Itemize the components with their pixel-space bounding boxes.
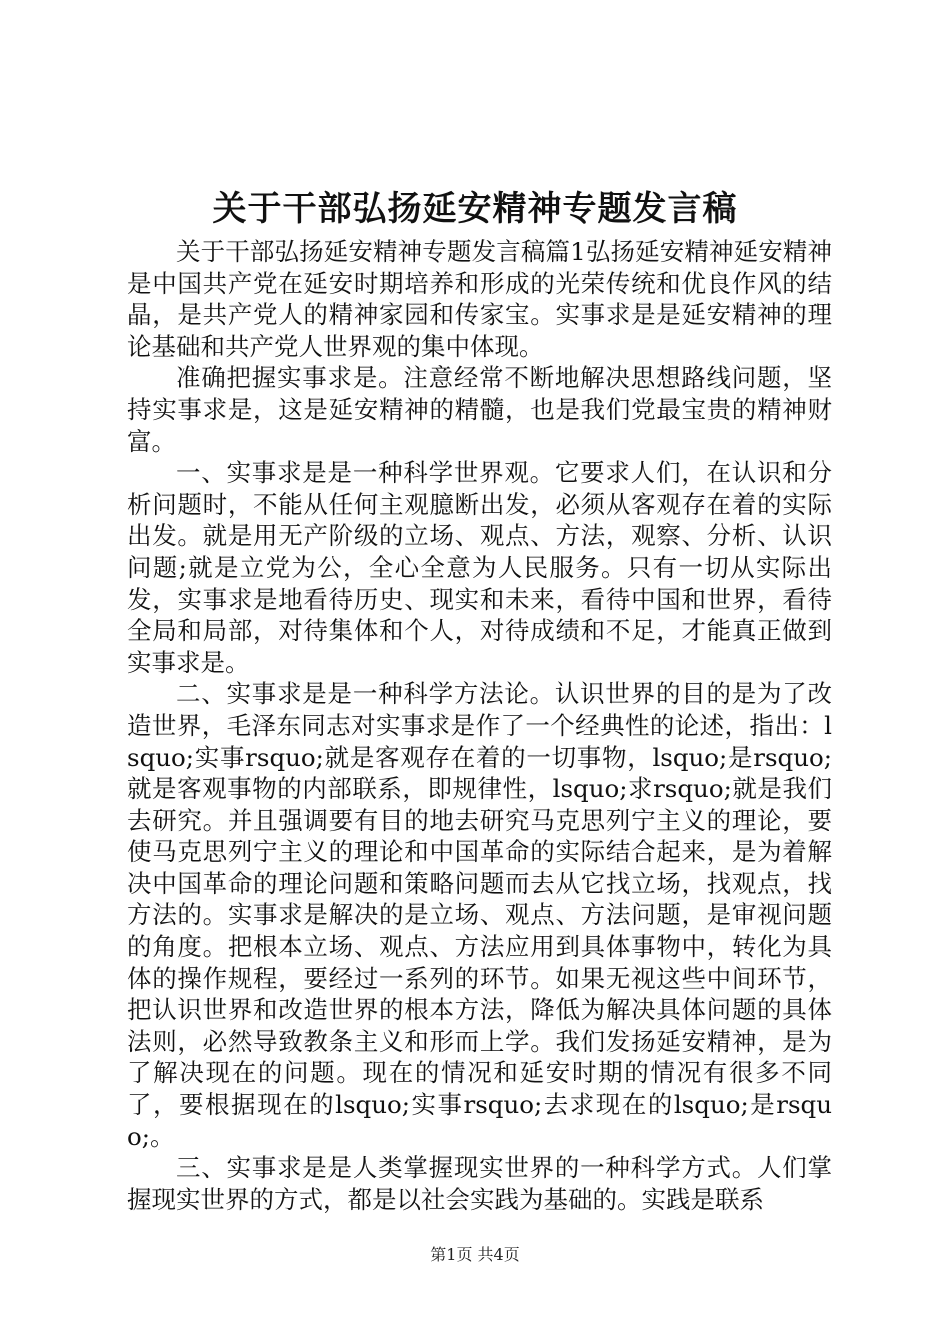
paragraph-section-two: 二、实事求是是一种科学方法论。认识世界的目的是为了改造世界，毛泽东同志对实事求是作了一个经典性的论述，指出：lsquo;实事rsquo;就是客观存在着的一切事物，lsquo;是rsquo;就是客观事物的内部联系，即规律性，lsquo;求rsquo;就是我们去研究。并且强调要有目的地去研究马克思列宁主义的理论，要使马克思列宁主义的理论和中国革命的实际结合起来，是为着解决中国革命的理论问题和策略问题而去从它找立场，找观点，找方法的。实事求是解决的是立场、观点、方法问题，是审视问题的角度。把根本立场、观点、方法应用到具体事物中，转化为具体的操作规程，要经过一系列的环节。如果无视这些中间环节，把认识世界和改造世界的根本方法，降低为解决具体问题的具体法则，必然导致教条主义和形而上学。我们发扬延安精神，是为了解决现在的问题。现在的情况和延安时期的情况有很多不同了，要根据现在的lsquo;实事rsquo;去求现在的lsquo;是rsquo;。 bbox=[127, 679, 832, 1151]
paragraph-intro: 关于干部弘扬延安精神专题发言稿篇1弘扬延安精神延安精神是中国共产党在延安时期培养和形成的光荣传统和优良作风的结晶，是共产党人的精神家园和传家宝。实事求是是延安精神的理论基础和共产党人世界观的集中体现。 bbox=[127, 237, 832, 361]
paragraph-section-three: 三、实事求是是人类掌握现实世界的一种科学方式。人们掌握现实世界的方式，都是以社会实践为基础的。实践是联系 bbox=[127, 1153, 832, 1214]
document-body bbox=[127, 236, 832, 1215]
paragraph-grasp: 准确把握实事求是。注意经常不断地解决思想路线问题，坚持实事求是，这是延安精神的精髓，也是我们党最宝贵的精神财富。 bbox=[127, 363, 832, 456]
page-number-footer: 第1页 共4页 bbox=[430, 1245, 520, 1264]
document-title: 关于干部弘扬延安精神专题发言稿 bbox=[212, 189, 738, 229]
paragraph-section-one: 一、实事求是是一种科学世界观。它要求人们，在认识和分析问题时，不能从任何主观臆断出发，必须从客观存在着的实际出发。就是用无产阶级的立场、观点、方法，观察、分析、认识问题;就是立党为公，全心全意为人民服务。只有一切从实际出发，实事求是地看待历史、现实和未来，看待中国和世界，看待全局和局部，对待集体和个人，对待成绩和不足，才能真正做到实事求是。 bbox=[127, 458, 832, 677]
